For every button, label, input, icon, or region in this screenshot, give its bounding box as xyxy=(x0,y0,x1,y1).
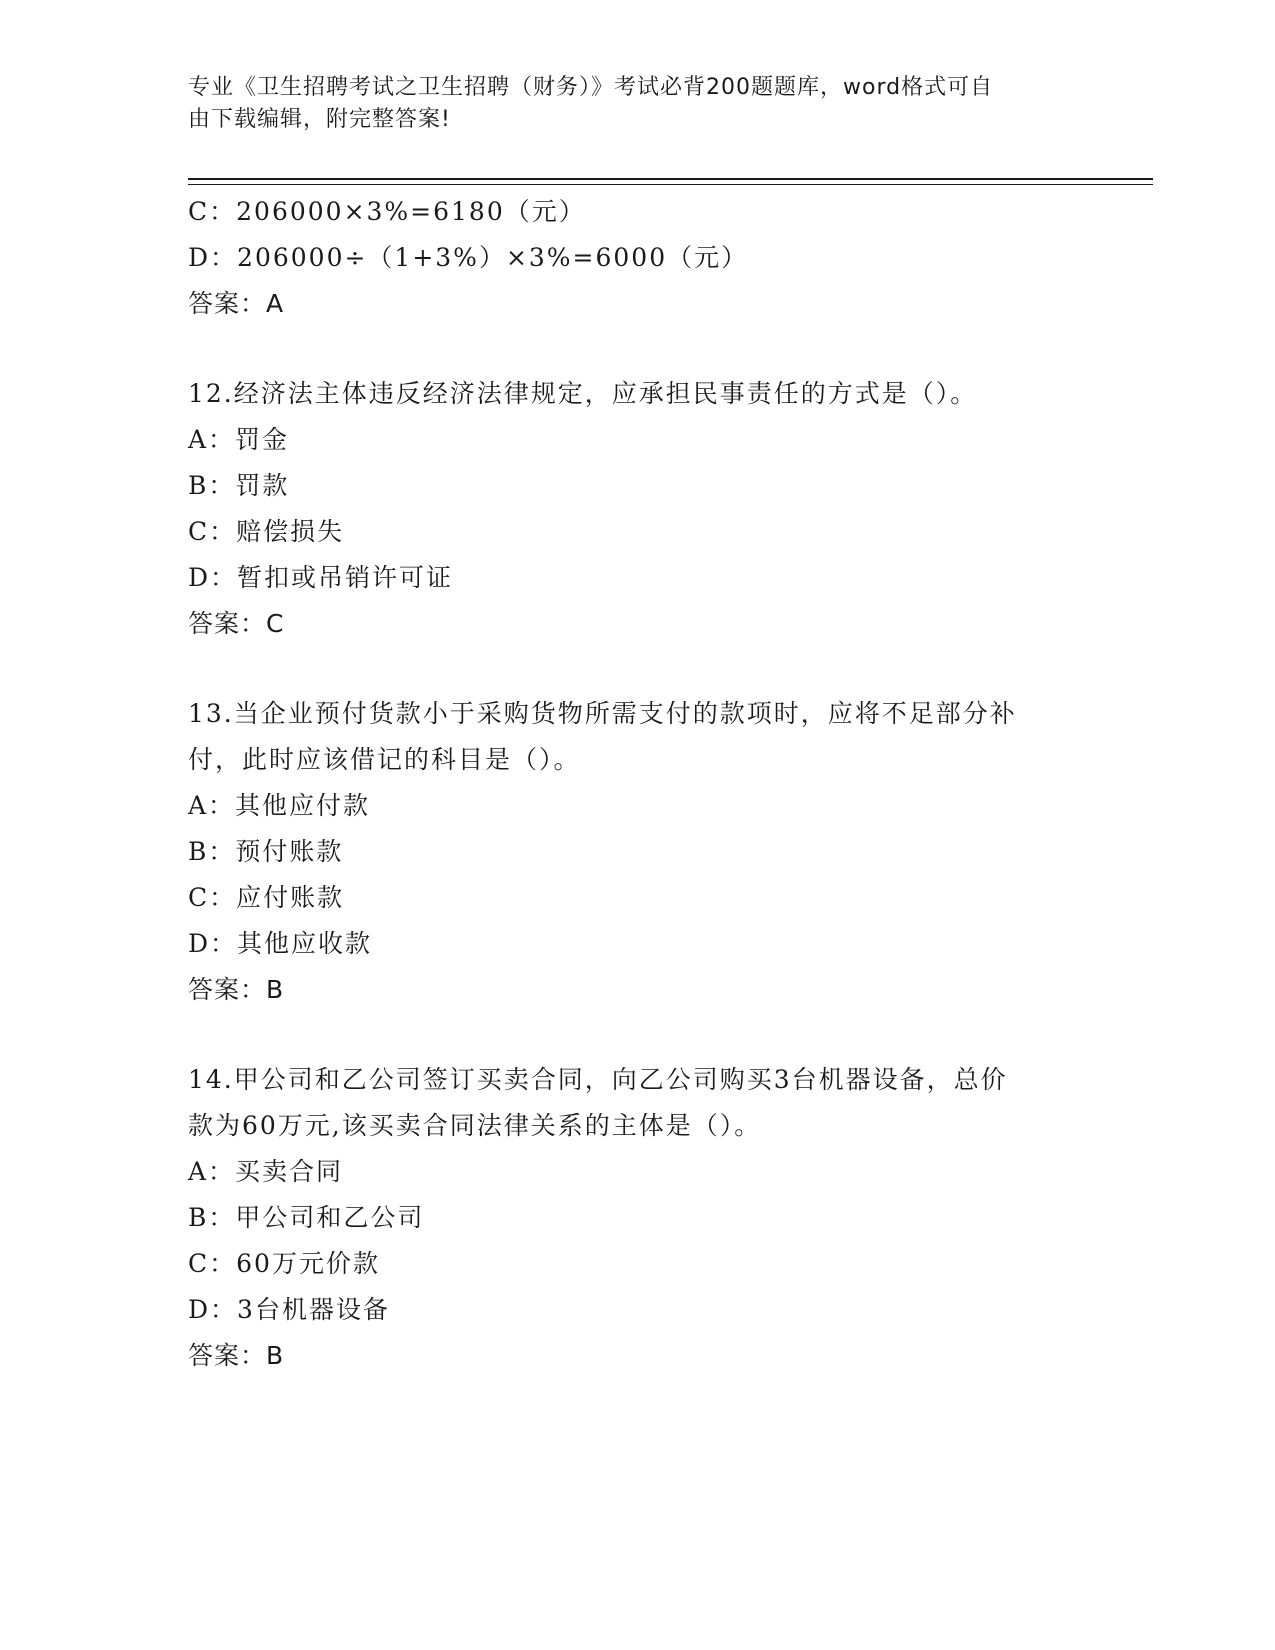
option-c: C：赔偿损失 xyxy=(188,517,345,546)
option-a: A：买卖合同 xyxy=(188,1157,344,1186)
question-stem-line-1: 13.当企业预付货款小于采购货物所需支付的款项时，应将不足部分补 xyxy=(188,699,1017,728)
option-a: A：罚金 xyxy=(188,425,290,454)
spacer xyxy=(188,327,1088,371)
spacer xyxy=(188,1013,1088,1057)
answer: 答案：B xyxy=(188,975,285,1004)
option-d: D：206000÷（1+3%）×3%=6000（元） xyxy=(188,243,749,272)
option-c: C：应付账款 xyxy=(188,883,345,912)
header-line-1: 专业《卫生招聘考试之卫生招聘（财务）》考试必背200题题库，word格式可自 xyxy=(188,75,994,100)
spacer xyxy=(188,647,1088,691)
question-12 xyxy=(188,371,1088,647)
question-stem-line-2: 付，此时应该借记的科目是（）。 xyxy=(188,745,581,774)
option-b: B：罚款 xyxy=(188,471,290,500)
option-a: A：其他应付款 xyxy=(188,791,371,820)
question-stem-line-2: 款为60万元,该买卖合同法律关系的主体是（）。 xyxy=(188,1111,762,1140)
question-14 xyxy=(188,1057,1088,1379)
option-d: D：3台机器设备 xyxy=(188,1295,390,1324)
answer: 答案：A xyxy=(188,289,285,318)
previous-question-tail xyxy=(188,189,1088,327)
option-b: B：甲公司和乙公司 xyxy=(188,1203,425,1232)
question-13 xyxy=(188,691,1088,1013)
answer: 答案：C xyxy=(188,609,285,638)
question-stem-line-1: 14.甲公司和乙公司签订买卖合同，向乙公司购买3台机器设备，总价 xyxy=(188,1065,1008,1094)
document-header xyxy=(188,72,1068,136)
header-line-2: 由下载编辑，附完整答案! xyxy=(188,107,451,132)
answer: 答案：B xyxy=(188,1341,285,1370)
header-rule-thick xyxy=(188,178,1153,180)
option-b: B：预付账款 xyxy=(188,837,344,866)
question-stem: 12.经济法主体违反经济法律规定，应承担民事责任的方式是（）。 xyxy=(188,379,978,408)
option-d: D：其他应收款 xyxy=(188,929,373,958)
option-c: C：206000×3%=6180（元） xyxy=(188,197,586,226)
option-d: D：暂扣或吊销许可证 xyxy=(188,563,454,592)
question-content xyxy=(188,189,1088,1379)
header-rule-thin xyxy=(188,184,1153,185)
option-c: C：60万元价款 xyxy=(188,1249,380,1278)
